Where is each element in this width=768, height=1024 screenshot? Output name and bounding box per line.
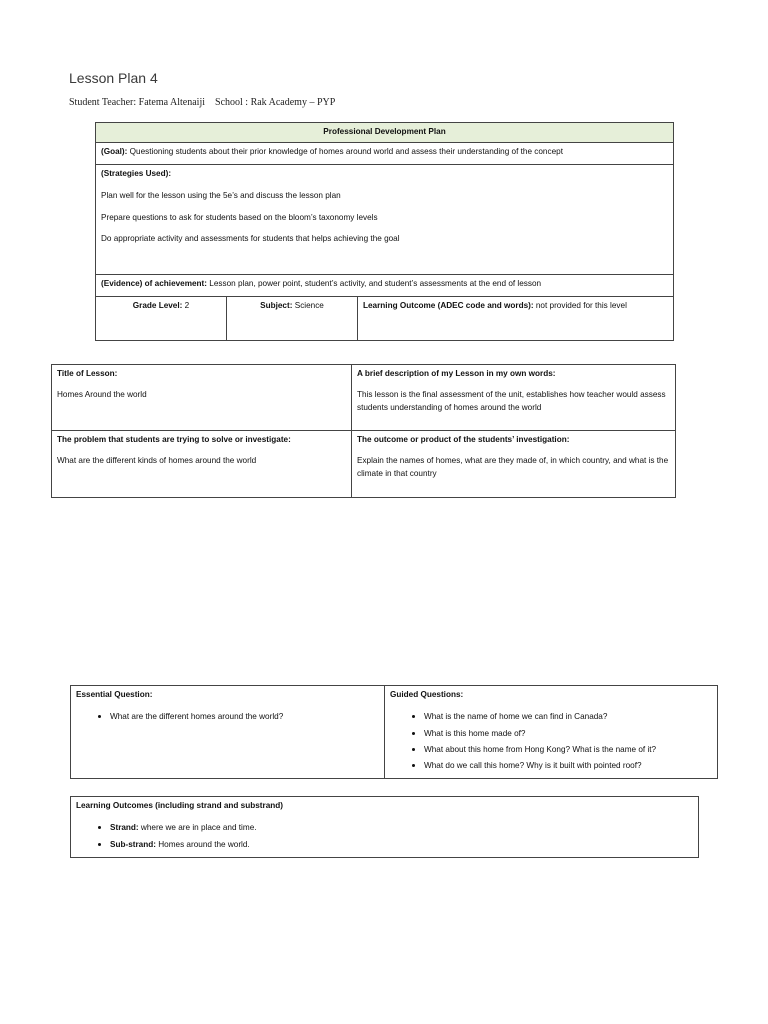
substrand-label: Sub-strand:	[110, 839, 156, 849]
list-item	[110, 838, 693, 851]
subject-value: Science	[292, 301, 324, 310]
strategies-cell	[96, 165, 674, 275]
lesson-description-value: This lesson is the final assessment of the unit, establishes how teacher would assess students understanding of homes around the world	[357, 390, 666, 412]
problem-value: What are the different kinds of homes around the world	[57, 456, 257, 466]
essential-question-list	[76, 710, 379, 723]
learning-outcomes-list	[76, 821, 693, 851]
list-item	[110, 821, 693, 834]
learning-outcomes-label: Learning Outcomes (including strand and substrand)	[76, 801, 283, 810]
goal-cell	[96, 143, 674, 165]
goal-label: (Goal):	[101, 147, 128, 156]
lesson-description-cell	[352, 365, 676, 431]
title-of-lesson-value: Homes Around the world	[57, 390, 147, 400]
strategy-item: Prepare questions to ask for students based on the bloom’s taxonomy levels	[101, 212, 378, 222]
investigation-outcome-cell	[352, 431, 676, 498]
page-title: Lesson Plan 4	[69, 70, 158, 86]
grade-label: Grade Level:	[132, 301, 183, 310]
strand-value: where we are in place and time.	[138, 823, 257, 833]
guided-questions-list	[390, 710, 712, 772]
pd-header: Professional Development Plan	[96, 123, 674, 143]
list-item: • What do we call this home? Why is it built with pointed roof?	[424, 759, 712, 772]
grade-value: 2	[182, 301, 190, 310]
strategies-label: (Strategies Used):	[101, 169, 172, 178]
professional-development-table	[95, 122, 674, 341]
strand-label: Strand:	[110, 823, 139, 833]
list-item: • What about this home from Hong Kong? What is the name of it?	[424, 743, 712, 756]
learning-outcomes-cell	[71, 797, 699, 858]
lesson-description-label: A brief description of my Lesson in my own words:	[357, 369, 556, 378]
guided-questions-label: Guided Questions:	[390, 690, 464, 699]
learning-outcome-label: Learning Outcome (ADEC code and words):	[363, 301, 534, 310]
goal-text: Questioning students about their prior knowledge of homes around world and assess their understanding of the concept	[127, 147, 563, 156]
grade-cell	[96, 297, 227, 341]
investigation-outcome-value: Explain the names of homes, what are they made of, in which country, and what is the climate in that country	[357, 456, 669, 478]
learning-outcome-value: not provided for this level	[533, 301, 627, 310]
list-item: • What is the name of home we can find in Canada?	[424, 710, 712, 723]
evidence-text: Lesson plan, power point, student’s activity, and student’s assessments at the end of lesson	[207, 279, 542, 288]
title-of-lesson-label: Title of Lesson:	[57, 369, 118, 378]
list-item: • What are the different homes around the world?	[110, 710, 379, 723]
subject-label: Subject:	[260, 301, 293, 310]
investigation-outcome-label: The outcome or product of the students’ investigation:	[357, 435, 570, 444]
teacher-school-line: Student Teacher: Fatema Altenaiji School : Rak Academy – PYP	[69, 97, 336, 108]
problem-label: The problem that students are trying to solve or investigate:	[57, 435, 291, 444]
substrand-value: Homes around the world.	[155, 839, 250, 849]
essential-question-label: Essential Question:	[76, 690, 153, 699]
evidence-cell	[96, 275, 674, 297]
lesson-info-table	[51, 364, 676, 498]
problem-cell	[52, 431, 352, 498]
guided-questions-cell	[385, 686, 718, 779]
title-of-lesson-cell	[52, 365, 352, 431]
essential-question-cell	[71, 686, 385, 779]
learning-outcomes-table	[70, 796, 699, 858]
questions-table	[70, 685, 718, 779]
subject-cell	[227, 297, 358, 341]
list-item: • What is this home made of?	[424, 727, 712, 740]
strategy-item: Plan well for the lesson using the 5e’s and discuss the lesson plan	[101, 191, 341, 201]
strategy-item: Do appropriate activity and assessments for students that helps achieving the goal	[101, 233, 400, 243]
learning-outcome-cell	[358, 297, 674, 341]
evidence-label: (Evidence) of achievement:	[101, 279, 208, 288]
